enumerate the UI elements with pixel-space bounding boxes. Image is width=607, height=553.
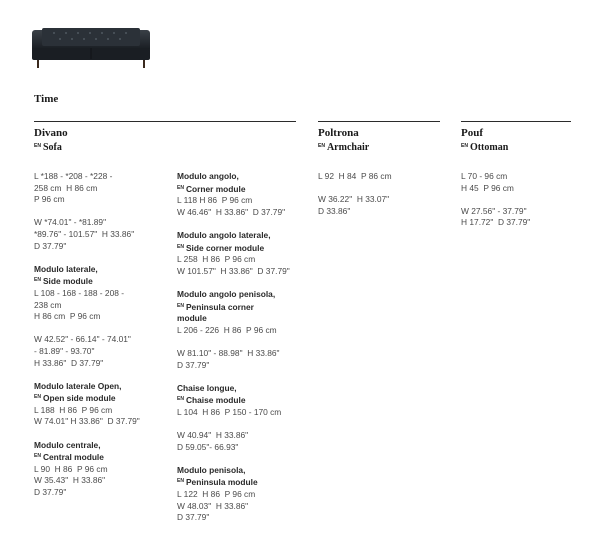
module-subtitle: $^{EN}$ Side module — [34, 276, 93, 287]
dims-line: W 35.43" H 33.86" — [34, 475, 106, 486]
module-subtitle: $^{EN}$ Chaise module — [177, 395, 246, 406]
dims-line: L 108 - 168 - 188 - 208 - — [34, 287, 125, 298]
module-subtitle: $^{EN}$ Corner module — [177, 183, 246, 194]
sofa-image — [30, 22, 152, 70]
module-title: Modulo angolo, — [177, 171, 239, 181]
dims-line: W 27.56" - 37.79" — [461, 205, 527, 216]
poltrona-subtitle: $^{EN}$ Armchair — [318, 142, 370, 153]
dims-line: L 206 - 226 H 86 P 96 cm — [177, 324, 277, 335]
divano-column-2 — [177, 171, 290, 524]
module-subtitle: $^{EN}$ Peninsula module — [177, 477, 258, 488]
dims-line: W 74.01" H 33.86" D 37.79" — [34, 416, 140, 427]
dims-line: W 101.57" H 33.86" D 37.79" — [177, 265, 290, 276]
dims-line: H 45 P 96 cm — [461, 182, 514, 193]
dims-line: D 37.79" — [34, 240, 67, 251]
dims-line: 258 cm H 86 cm — [34, 182, 98, 193]
poltrona-title: Poltrona — [318, 127, 359, 139]
dims-line: W 36.22" H 33.07" — [318, 194, 390, 205]
divider-divano — [34, 121, 296, 122]
dims-line: L 258 H 86 P 96 cm — [177, 254, 256, 265]
dims-line: D 59.05"- 66.93" — [177, 441, 239, 452]
header-divano — [34, 127, 68, 154]
dims-line: L 188 H 86 P 96 cm — [34, 404, 113, 415]
module-title: Modulo laterale, — [34, 263, 98, 274]
dims-line: 238 cm — [34, 299, 62, 310]
dims-line: H 33.86" D 37.79" — [34, 357, 104, 368]
dims-line: D 37.79" — [34, 487, 67, 498]
dims-line: D 33.86" — [318, 205, 351, 216]
dims-line: L 104 H 86 P 150 - 170 cm — [177, 406, 282, 417]
divano-subtitle: $^{EN}$ Sofa — [34, 142, 62, 153]
dims-line: W 46.46" H 33.86" D 37.79" — [177, 206, 286, 217]
dims-line: W 42.52" - 66.14" - 74.01" — [34, 334, 131, 345]
dims-line: H 17.72" D 37.79" — [461, 217, 531, 228]
dims-line: P 96 cm — [34, 194, 65, 205]
dims-line: L 122 H 86 P 96 cm — [177, 489, 256, 500]
module-subtitle: $^{EN}$ Open side module — [34, 393, 116, 404]
divider-pouf — [461, 121, 571, 122]
dims-line: W 81.10" - 88.98" H 33.86" — [177, 347, 280, 358]
dims-line: D 37.79" — [177, 359, 210, 370]
module-title: Modulo angolo laterale, — [177, 229, 271, 240]
dims-line: W 40.94" H 33.86" — [177, 430, 249, 441]
module-subtitle: module — [177, 313, 207, 324]
dims-line: H 86 cm P 96 cm — [34, 311, 101, 322]
module-title: Modulo angolo penisola, — [177, 288, 276, 299]
product-name: Time — [34, 93, 59, 105]
poltrona-column — [318, 171, 392, 217]
dims-line: L *188 - *208 - *228 - — [34, 171, 113, 181]
dims-line: L 90 H 86 P 96 cm — [34, 463, 108, 474]
pouf-subtitle: $^{EN}$ Ottoman — [461, 142, 509, 153]
dims-line: L 92 H 84 P 86 cm — [318, 171, 392, 181]
divano-title: Divano — [34, 127, 68, 139]
divano-column-1 — [34, 171, 140, 499]
dims-line: *89.76" - 101.57" H 33.86" — [34, 228, 135, 239]
dims-line: L 70 - 96 cm — [461, 171, 508, 181]
module-subtitle: $^{EN}$ Central module — [34, 452, 104, 463]
dims-line: W *74.01" - *81.89" — [34, 217, 107, 228]
header-pouf — [461, 127, 508, 154]
module-title: Modulo laterale Open, — [34, 380, 122, 391]
dims-line: W 48.03" H 33.86" — [177, 500, 249, 511]
module-title: Modulo penisola, — [177, 464, 246, 475]
header-poltrona — [318, 127, 369, 154]
pouf-title: Pouf — [461, 127, 483, 139]
dims-line: - 81.89" - 93.70" — [34, 345, 95, 356]
dims-line: D 37.79" — [177, 512, 210, 523]
pouf-column — [461, 171, 530, 229]
module-subtitle: $^{EN}$ Peninsula corner — [177, 301, 254, 312]
divider-poltrona — [318, 121, 440, 122]
dims-line: L 118 H 86 P 96 cm — [177, 195, 253, 206]
module-subtitle: $^{EN}$ Side corner module — [177, 242, 265, 253]
module-title: Modulo centrale, — [34, 439, 101, 450]
module-title: Chaise longue, — [177, 382, 237, 393]
